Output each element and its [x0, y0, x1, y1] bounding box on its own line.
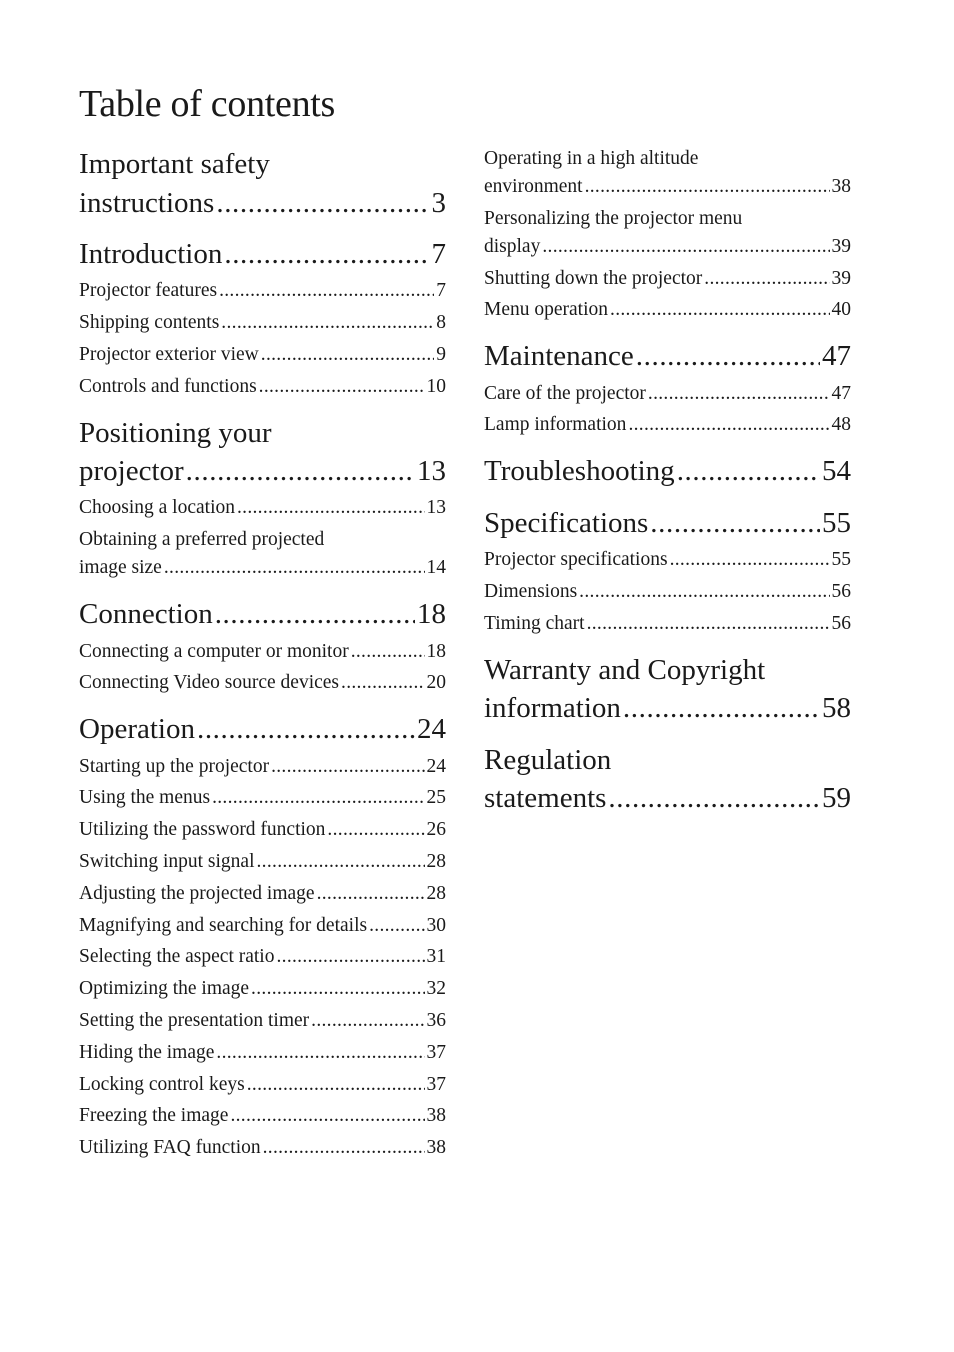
toc-entry-row	[79, 235, 446, 274]
dot-leader	[219, 277, 434, 305]
dot-leader	[251, 975, 424, 1003]
toc-entry-row	[484, 296, 851, 324]
toc-entry-page-number: 8	[436, 312, 446, 334]
dot-leader	[230, 1102, 424, 1130]
toc-entry-row	[484, 546, 851, 574]
toc-entry-dimensions[interactable]	[484, 578, 851, 606]
toc-entry-title: Freezing the image	[79, 1105, 229, 1127]
toc-entry-row	[79, 452, 446, 491]
toc-entry-title: Shutting down the projector	[484, 267, 703, 289]
toc-entry-row	[79, 184, 446, 223]
toc-entry-page-number: 36	[426, 1010, 446, 1032]
toc-entry-page-number: 38	[831, 176, 851, 197]
dot-leader	[311, 1007, 424, 1035]
toc-entry-care-of-the-projector[interactable]	[484, 380, 851, 408]
toc-entry-row	[79, 816, 446, 844]
toc-entry-switching-input-signal[interactable]	[79, 848, 446, 876]
toc-entry-page-number: 56	[831, 581, 851, 603]
toc-entry-row	[79, 554, 446, 582]
toc-entry-title: Maintenance	[484, 340, 634, 373]
toc-entry-title: Dimensions	[484, 581, 578, 603]
toc-entry-title: Lamp information	[484, 414, 627, 436]
dot-leader	[247, 1071, 425, 1099]
dot-leader	[197, 710, 415, 749]
toc-entry-title: Care of the projector	[484, 382, 646, 404]
dot-leader	[608, 779, 820, 818]
toc-entry-specifications[interactable]	[484, 504, 851, 543]
toc-entry-page-number: 48	[831, 414, 851, 436]
toc-entry-information[interactable]	[484, 651, 851, 728]
toc-entry-title: Utilizing the password function	[79, 819, 326, 841]
toc-entry-row	[79, 880, 446, 908]
toc-entry-title: Projector exterior view	[79, 343, 259, 365]
toc-entry-page-number: 30	[426, 914, 446, 936]
toc-entry-page-number: 25	[426, 787, 446, 809]
toc-entry-row	[484, 610, 851, 638]
toc-entry-title: display	[484, 235, 541, 257]
toc-entry-title: Optimizing the image	[79, 978, 250, 1000]
dot-leader	[261, 341, 434, 369]
toc-entry-page-number: 18	[417, 598, 446, 631]
page-title: Table of contents	[79, 83, 336, 125]
toc-column-left	[79, 145, 446, 1162]
dot-leader	[628, 411, 829, 439]
toc-entry-optimizing-the-image[interactable]	[79, 975, 446, 1003]
dot-leader	[677, 452, 820, 491]
toc-entry-title: Operation	[79, 713, 195, 746]
toc-entry-page-number: 37	[426, 1073, 446, 1095]
toc-entry-using-the-menus[interactable]	[79, 784, 446, 812]
toc-entry-environment[interactable]	[484, 145, 851, 201]
toc-entry-title-line: Obtaining a preferred projected	[79, 529, 325, 551]
toc-entry-page-number: 47	[831, 382, 851, 404]
dot-leader	[327, 816, 424, 844]
toc-entry-row	[79, 1039, 446, 1067]
toc-entry-shipping-contents[interactable]	[79, 309, 446, 337]
dot-leader	[271, 753, 424, 781]
dot-leader	[579, 578, 829, 606]
toc-entry-row	[79, 848, 446, 876]
toc-entry-statements[interactable]	[484, 741, 851, 818]
toc-entry-row	[484, 173, 851, 201]
dot-leader	[263, 1134, 425, 1162]
toc-entry-row	[79, 1134, 446, 1162]
toc-entry-title: Connecting a computer or monitor	[79, 640, 349, 662]
toc-entry-title: Using the menus	[79, 787, 211, 809]
toc-entry-page-number: 55	[831, 549, 851, 571]
dot-leader	[212, 784, 424, 812]
toc-entry-row	[79, 595, 446, 634]
toc-entry-page-number: 59	[822, 782, 851, 815]
toc-entry-title: Projector specifications	[484, 549, 668, 571]
toc-entry-row	[79, 1007, 446, 1035]
toc-entry-selecting-the-aspect-ratio[interactable]	[79, 943, 446, 971]
toc-entry-row	[79, 341, 446, 369]
toc-entry-freezing-the-image[interactable]	[79, 1102, 446, 1130]
dot-leader	[636, 337, 820, 376]
toc-entry-page-number: 31	[426, 946, 446, 968]
toc-entry-title: Utilizing FAQ function	[79, 1137, 261, 1159]
toc-entry-row	[79, 669, 446, 697]
toc-entry-title: Projector features	[79, 280, 218, 302]
toc-entry-title: projector	[79, 455, 184, 488]
dot-leader	[259, 373, 425, 401]
toc-entry-title: Timing chart	[484, 612, 585, 634]
dot-leader	[237, 494, 425, 522]
toc-entry-locking-control-keys[interactable]	[79, 1071, 446, 1099]
dot-leader	[341, 669, 424, 697]
dot-leader	[317, 880, 425, 908]
dot-leader	[351, 638, 425, 666]
toc-entry-adjusting-the-projected-image[interactable]	[79, 880, 446, 908]
toc-entry-title: Menu operation	[484, 299, 609, 321]
toc-entry-projector-features[interactable]	[79, 277, 446, 305]
toc-entry-row	[484, 411, 851, 439]
toc-entry-row	[79, 912, 446, 940]
toc-entry-page-number: 37	[426, 1041, 446, 1063]
toc-entry-page-number: 40	[831, 299, 851, 321]
toc-entry-troubleshooting[interactable]	[484, 452, 851, 491]
toc-entry-page-number: 28	[426, 851, 446, 873]
toc-entry-title: Setting the presentation timer	[79, 1010, 310, 1032]
toc-entry-hiding-the-image[interactable]	[79, 1039, 446, 1067]
dot-leader	[610, 296, 829, 324]
toc-entry-page-number: 26	[426, 819, 446, 841]
dot-leader	[276, 943, 424, 971]
toc-entry-page-number: 56	[831, 612, 851, 634]
toc-entry-title: Troubleshooting	[484, 455, 675, 488]
toc-entry-title: Selecting the aspect ratio	[79, 946, 275, 968]
toc-entry-title: Locking control keys	[79, 1073, 245, 1095]
toc-entry-title: Adjusting the projected image	[79, 882, 315, 904]
toc-entry-page-number: 24	[417, 713, 446, 746]
dot-leader	[224, 235, 429, 274]
dot-leader	[216, 1039, 424, 1067]
toc-entry-row	[484, 504, 851, 543]
toc-entry-title-line: Regulation	[484, 743, 612, 776]
toc-entry-row	[79, 943, 446, 971]
toc-entry-page-number: 47	[822, 340, 851, 373]
toc-entry-row	[79, 753, 446, 781]
toc-entry-projector[interactable]	[79, 414, 446, 491]
toc-entry-instructions[interactable]	[79, 145, 446, 222]
toc-entry-page-number: 3	[431, 186, 446, 219]
toc-entry-row	[79, 1071, 446, 1099]
toc-entry-page-number: 9	[436, 343, 446, 365]
toc-entry-title-line: Warranty and Copyright	[484, 653, 766, 686]
toc-entry-row	[79, 710, 446, 749]
dot-leader	[704, 265, 829, 293]
toc-entry-operation[interactable]	[79, 710, 446, 749]
toc-entry-page-number: 7	[436, 280, 446, 302]
dot-leader	[215, 595, 415, 634]
dot-leader	[164, 554, 425, 582]
toc-entry-row	[484, 337, 851, 376]
toc-entry-setting-the-presentation-timer[interactable]	[79, 1007, 446, 1035]
toc-entry-page-number: 24	[426, 755, 446, 777]
toc-entry-page-number: 13	[417, 455, 446, 488]
toc-entry-title: information	[484, 692, 621, 725]
toc-entry-title: Starting up the projector	[79, 755, 270, 777]
toc-entry-title: Connection	[79, 598, 213, 631]
toc-entry-magnifying-and-searching-for-details[interactable]	[79, 912, 446, 940]
toc-entry-page-number: 18	[426, 640, 446, 662]
dot-leader	[542, 233, 829, 261]
toc-entry-controls-and-functions[interactable]	[79, 373, 446, 401]
toc-entry-timing-chart[interactable]	[484, 610, 851, 638]
toc-entry-title: Choosing a location	[79, 497, 235, 519]
toc-entry-row	[484, 265, 851, 293]
toc-entry-row	[484, 233, 851, 261]
dot-leader	[623, 689, 820, 728]
toc-entry-page-number: 39	[831, 235, 851, 257]
dot-leader	[369, 912, 424, 940]
toc-entry-utilizing-faq-function[interactable]	[79, 1134, 446, 1162]
toc-entry-title: instructions	[79, 186, 215, 219]
toc-entry-page-number: 38	[426, 1105, 446, 1127]
toc-entry-title: Hiding the image	[79, 1041, 215, 1063]
toc-entry-maintenance[interactable]	[484, 337, 851, 376]
toc-entry-page-number: 55	[822, 506, 851, 539]
dot-leader	[670, 546, 830, 574]
toc-entry-connecting-a-computer-or-monitor[interactable]	[79, 638, 446, 666]
dot-leader	[650, 504, 820, 543]
toc-entry-page-number: 58	[822, 692, 851, 725]
dot-leader	[587, 610, 830, 638]
dot-leader	[216, 184, 429, 223]
toc-entry-page-number: 54	[822, 455, 851, 488]
toc-entry-shutting-down-the-projector[interactable]	[484, 265, 851, 293]
toc-entry-page-number: 14	[426, 557, 446, 579]
toc-entry-title-line: Important safety	[79, 148, 270, 180]
toc-entry-page-number: 28	[426, 882, 446, 904]
toc-entry-lamp-information[interactable]	[484, 411, 851, 439]
toc-entry-row	[484, 380, 851, 408]
toc-entry-row	[484, 578, 851, 606]
toc-entry-connection[interactable]	[79, 595, 446, 634]
toc-entry-title: Switching input signal	[79, 851, 255, 873]
toc-entry-page-number: 32	[426, 978, 446, 1000]
toc-entry-row	[79, 784, 446, 812]
toc-entry-title: Introduction	[79, 238, 223, 270]
toc-entry-page-number: 7	[431, 238, 446, 270]
toc-column-right	[484, 145, 851, 818]
toc-entry-starting-up-the-projector[interactable]	[79, 753, 446, 781]
toc-entry-menu-operation[interactable]	[484, 296, 851, 324]
toc-entry-page-number: 20	[426, 672, 446, 694]
toc-entry-title: Connecting Video source devices	[79, 672, 340, 694]
toc-entry-title-line: Operating in a high altitude	[484, 148, 699, 169]
toc-entry-page-number: 39	[831, 267, 851, 289]
toc-entry-introduction[interactable]	[79, 235, 446, 274]
toc-entry-row	[79, 494, 446, 522]
toc-entry-choosing-a-location[interactable]	[79, 494, 446, 522]
toc-entry-title: Shipping contents	[79, 312, 220, 334]
toc-entry-row	[79, 1102, 446, 1130]
dot-leader	[186, 452, 415, 491]
toc-entry-title: Specifications	[484, 506, 649, 539]
toc-entry-row	[79, 638, 446, 666]
toc-entry-title: environment	[484, 176, 583, 197]
toc-entry-page-number: 10	[426, 375, 446, 397]
toc-entry-title: Controls and functions	[79, 375, 257, 397]
toc-entry-utilizing-the-password-function[interactable]	[79, 816, 446, 844]
toc-entry-display[interactable]	[484, 205, 851, 261]
toc-entry-title: statements	[484, 782, 607, 815]
toc-entry-row	[79, 309, 446, 337]
dot-leader	[648, 380, 830, 408]
toc-entry-image-size[interactable]	[79, 526, 446, 582]
toc-entry-row	[484, 452, 851, 491]
toc-entry-connecting-video-source-devices[interactable]	[79, 669, 446, 697]
toc-entry-page-number: 38	[426, 1137, 446, 1159]
toc-entry-page-number: 13	[426, 497, 446, 519]
toc-entry-projector-specifications[interactable]	[484, 546, 851, 574]
dot-leader	[221, 309, 434, 337]
toc-entry-projector-exterior-view[interactable]	[79, 341, 446, 369]
toc-entry-row	[484, 779, 851, 818]
toc-entry-row	[79, 373, 446, 401]
toc-entry-row	[484, 689, 851, 728]
toc-entry-title-line: Positioning your	[79, 416, 272, 449]
dot-leader	[585, 173, 830, 201]
toc-entry-title: image size	[79, 557, 162, 579]
toc-entry-title-line: Personalizing the projector menu	[484, 207, 743, 229]
dot-leader	[257, 848, 425, 876]
toc-entry-row	[79, 975, 446, 1003]
toc-entry-title: Magnifying and searching for details	[79, 914, 368, 936]
toc-entry-row	[79, 277, 446, 305]
